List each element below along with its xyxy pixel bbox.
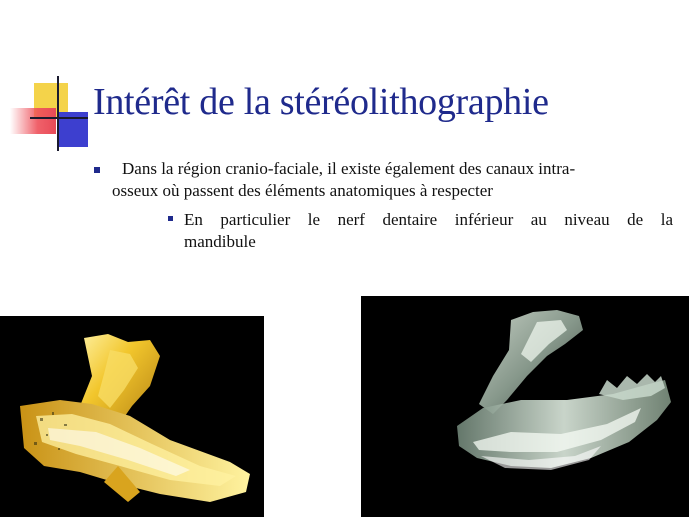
logo-red-square [10,108,56,134]
logo-vertical-line [57,76,59,151]
sub-bullet-text-line-2: mandibule [184,232,256,251]
logo-horizontal-line [30,117,88,119]
bullet-item [94,158,634,202]
bullet-square-icon [94,167,100,173]
bullet-text-line-2: osseux où passent des éléments anatomiques à respecter [112,181,493,200]
sub-bullet-item [168,209,673,253]
translucent-mandible-photo [361,296,689,517]
yellow-mandible-photo [0,316,264,517]
bullet-text-line-1: Dans la région cranio-faciale, il existe également des canaux intra- [122,159,576,178]
sub-bullet-square-icon [168,216,173,221]
yellow-mandible-image [0,316,264,517]
translucent-mandible-image [361,296,689,517]
sub-bullet-text-line-1: En particulier le nerf dentaire inférieur au niveau de la [184,210,673,229]
slide-title: Intérêt de la stéréolithographie [93,81,549,123]
